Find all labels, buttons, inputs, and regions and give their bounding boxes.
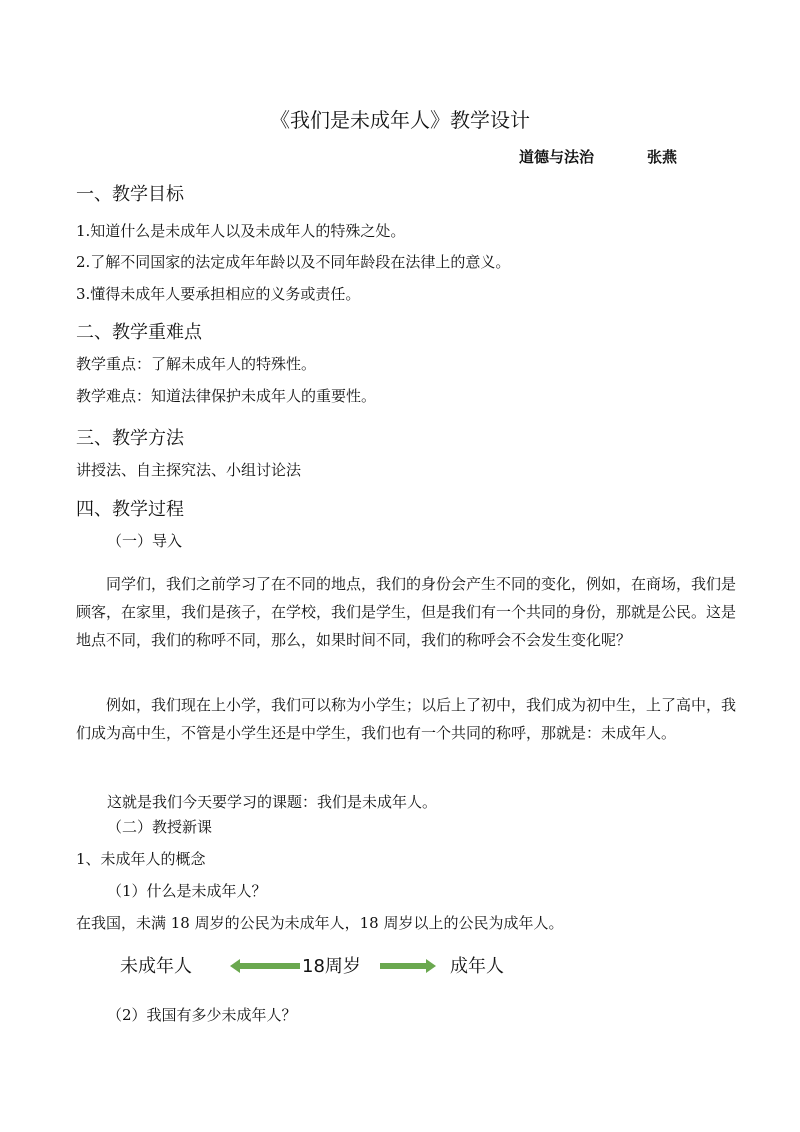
subject-label: 道德与法治 bbox=[519, 148, 595, 166]
age-diagram bbox=[118, 950, 538, 986]
section-heading-process: 四、教学过程 bbox=[76, 499, 184, 520]
intro-paragraph-1: 同学们，我们之前学习了在不同的地点，我们的身份会产生不同的变化，例如，在商场，我们是顾客，在家里，我们是孩子，在学校，我们是学生，但是我们有一个共同的身份，那就是公民。这是地点不同，我们的称呼不同，那么，如果时间不同，我们的称呼会不会发生变化呢？ bbox=[76, 575, 737, 649]
intro-heading: （一）导入 bbox=[107, 532, 183, 550]
intro-paragraph-2: 例如，我们现在上小学，我们可以称为小学生；以后上了初中，我们成为初中生，上了高中，我们成为高中生，不管是小学生还是中学生，我们也有一个共同的称呼，那就是：未成年人。 bbox=[76, 696, 737, 742]
diagram-label-adult: 成年人 bbox=[450, 956, 504, 977]
left-arrow-icon bbox=[230, 958, 300, 974]
section-heading-methods: 三、教学方法 bbox=[76, 428, 184, 449]
right-arrow-icon bbox=[380, 958, 436, 974]
diagram-label-minor: 未成年人 bbox=[120, 956, 192, 977]
teach-heading: （二）教授新课 bbox=[107, 818, 213, 836]
intro-paragraph-3: 这就是我们今天要学习的课题：我们是未成年人。 bbox=[107, 793, 438, 811]
author-name: 张燕 bbox=[647, 148, 678, 166]
definition-text: 在我国，未满 18 周岁的公民为未成年人，18 周岁以上的公民为成年人。 bbox=[76, 914, 564, 932]
document-title: 《我们是未成年人》教学设计 bbox=[270, 108, 530, 132]
goal-item: 3.懂得未成年人要承担相应的义务或责任。 bbox=[76, 285, 361, 303]
difficult-point-text: 教学难点：知道法律保护未成年人的重要性。 bbox=[76, 387, 377, 405]
key-point-text: 教学重点：了解未成年人的特殊性。 bbox=[76, 355, 317, 373]
goal-item: 1.知道什么是未成年人以及未成年人的特殊之处。 bbox=[76, 222, 406, 240]
methods-text: 讲授法、自主探究法、小组讨论法 bbox=[76, 461, 302, 479]
section-heading-key-points: 二、教学重难点 bbox=[76, 322, 202, 343]
diagram-label-age: 18周岁 bbox=[302, 956, 361, 977]
section-heading-goals: 一、教学目标 bbox=[76, 184, 184, 205]
concept-heading: 1、未成年人的概念 bbox=[76, 850, 206, 868]
goal-item: 2.了解不同国家的法定成年年龄以及不同年龄段在法律上的意义。 bbox=[76, 253, 511, 271]
question-1: （1）什么是未成年人？ bbox=[107, 882, 267, 900]
question-2: （2）我国有多少未成年人？ bbox=[107, 1006, 297, 1024]
